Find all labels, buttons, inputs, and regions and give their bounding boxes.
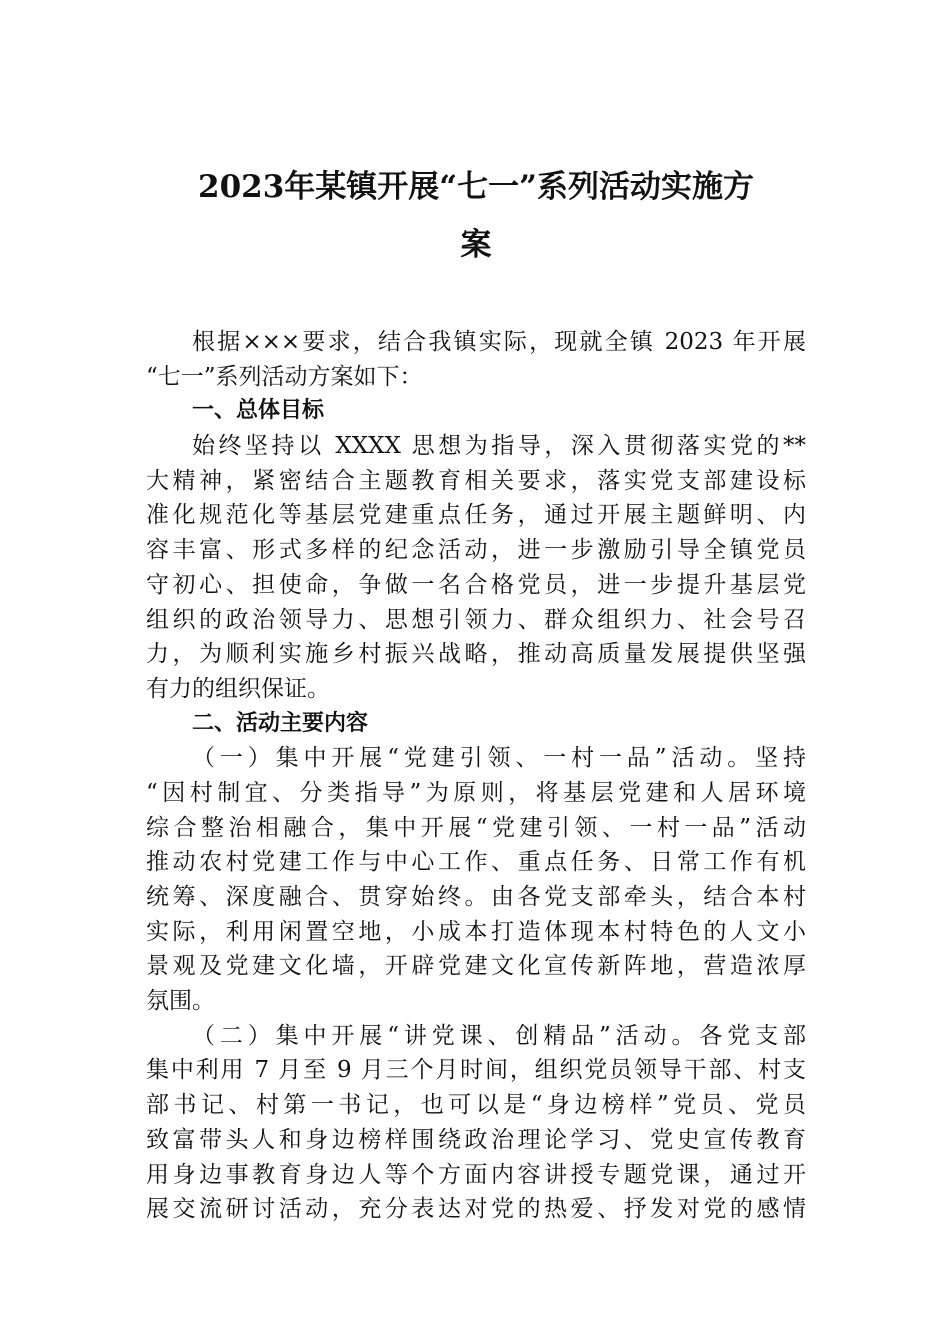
- paragraph-line: 推动农村党建工作与中心工作、重点任务、日常工作有机: [146, 849, 806, 876]
- paragraph-line: 用身边事教育身边人等个方面内容讲授专题党课，通过开: [146, 1161, 806, 1188]
- paragraph-line: 氛围。: [146, 988, 215, 1015]
- section-heading: 二、活动主要内容: [192, 710, 369, 736]
- paragraph-line: （一）集中开展“党建引领、一村一品”活动。坚持: [192, 745, 806, 772]
- paragraph-line: 部书记、村第一书记，也可以是“身边榜样”党员、党员: [146, 1092, 806, 1119]
- paragraph-line: 守初心、担使命，争做一名合格党员，进一步提升基层党: [146, 571, 806, 598]
- document-body: [146, 325, 806, 1227]
- paragraph-line: 组织的政治领导力、思想引领力、群众组织力、社会号召: [146, 606, 806, 633]
- paragraph-line: （二）集中开展“讲党课、创精品”活动。各党支部: [192, 1022, 806, 1049]
- document-title: [146, 158, 806, 274]
- paragraph-line: 根据×××要求，结合我镇实际，现就全镇 2023 年开展: [192, 329, 806, 355]
- paragraph-line: 景观及党建文化墙，开辟党建文化宣传新阵地，营造浓厚: [146, 953, 806, 980]
- paragraph-line: 统筹、深度融合、贯穿始终。由各党支部牵头，结合本村: [146, 884, 806, 910]
- paragraph-line: 实际，利用闲置空地，小成本打造体现本村特色的人文小: [146, 918, 806, 945]
- paragraph-line: 展交流研讨活动，充分表达对党的热爱、抒发对党的感情: [146, 1196, 806, 1223]
- paragraph-line: 始终坚持以 XXXX 思想为指导，深入贯彻落实党的**: [192, 433, 806, 460]
- section-heading: 一、总体目标: [192, 398, 325, 424]
- paragraph-line: 致富带头人和身边榜样围绕政治理论学习、党史宣传教育: [146, 1126, 806, 1153]
- paragraph-line: 有力的组织保证。: [146, 675, 330, 702]
- title-line: 2023年某镇开展“七一”系列活动实施方: [198, 169, 754, 205]
- paragraph-line: 综合整治相融合，集中开展“党建引领、一村一品”活动: [146, 814, 806, 841]
- paragraph-line: 集中利用 7 月至 9 月三个月时间，组织党员领导干部、村支: [146, 1057, 806, 1084]
- paragraph-line: 大精神，紧密结合主题教育相关要求，落实党支部建设标: [146, 467, 806, 494]
- paragraph-line: 力，为顺利实施乡村振兴战略，推动高质量发展提供坚强: [146, 641, 806, 668]
- paragraph-line: “七一”系列活动方案如下：: [146, 363, 423, 390]
- paragraph-line: 容丰富、形式多样的纪念活动，进一步激励引导全镇党员: [146, 537, 806, 564]
- paragraph-line: “因村制宜、分类指导”为原则，将基层党建和人居环境: [146, 779, 806, 806]
- paragraph-line: 准化规范化等基层党建重点任务，通过开展主题鲜明、内: [146, 502, 806, 529]
- title-line: 案: [460, 227, 492, 263]
